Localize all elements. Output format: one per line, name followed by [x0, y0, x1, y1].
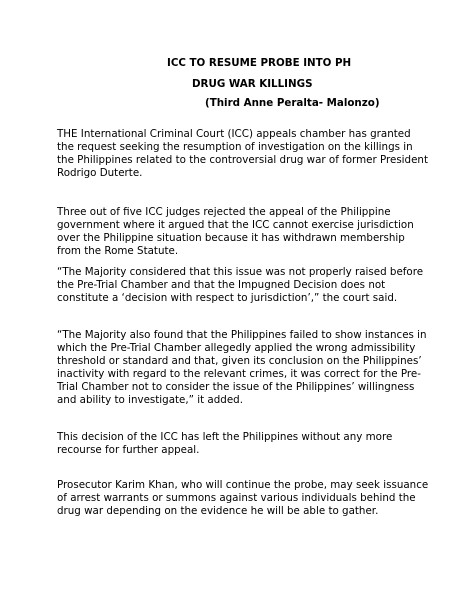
paragraph-6: Prosecutor Karim Khan, who will continue the probe, may seek issuance of arrest warrants or summons against various individuals behind the drug war depending on the evidence he will be able to gather. — [57, 479, 429, 517]
paragraph-2: Three out of five ICC judges rejected the appeal of the Philippine government where it argued that the ICC cannot exercise jurisdiction over the Philippine situation because it has withdrawn membership from the Rome Statute. — [57, 206, 414, 257]
paragraph-5: This decision of the ICC has left the Philippines without any more recourse for further appeal. — [57, 431, 393, 456]
headline-line-1: ICC TO RESUME PROBE INTO PH — [167, 57, 352, 69]
paragraph-1: THE International Criminal Court (ICC) appeals chamber has granted the request seeking the resumption of investigation on the killings in the Philippines related to the controversial drug war of former President Rodrigo Duterte. — [57, 128, 428, 179]
headline-line-2: DRUG WAR KILLINGS — [192, 78, 313, 90]
paragraph-3: “The Majority considered that this issue was not properly raised before the Pre-Trial Chamber and that the Impugned Decision does not constitute a ‘decision with respect to jurisdiction’,” the court said. — [57, 266, 424, 304]
paragraph-4: “The Majority also found that the Philippines failed to show instances in which the Pre-Trial Chamber allegedly applied the wrong admissibility threshold or standard and that, given its conclusion on the Philippines’ inactivity with regard to the relevant crimes, it was correct for the Pre-Trial Chamber not to consider the issue of the Philippines’ willingness and ability to investigate,” it added. — [57, 329, 427, 406]
author-byline: (Third Anne Peralta- Malonzo) — [205, 97, 380, 109]
